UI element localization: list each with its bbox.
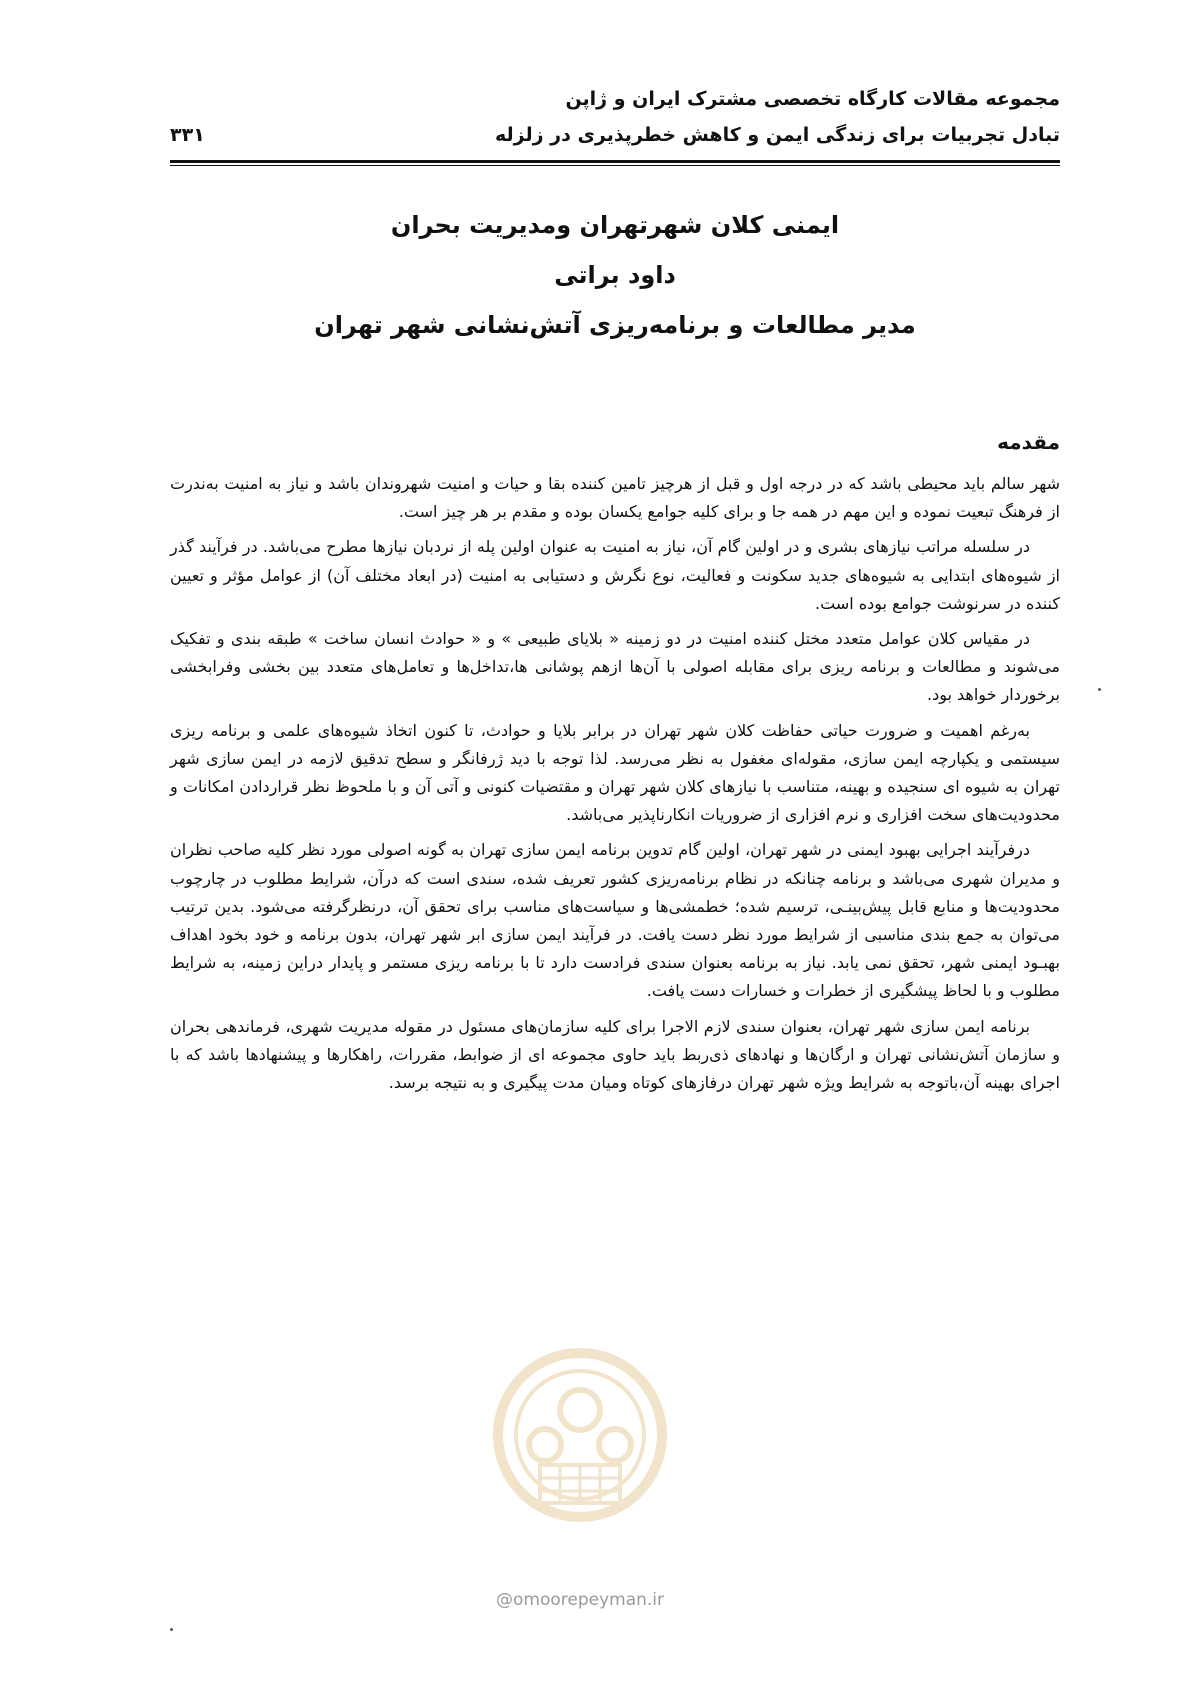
- scan-speck: [1098, 688, 1101, 691]
- paragraph: برنامه ایمن سازی شهر تهران، بعنوان سندی لازم الاجرا برای کلیه سازمان‌های مسئول در مقوله مدیریت شهری، فرماندهی بحران و سازمان آتش‌نشانی تهران و ارگان‌ها و نهادهای ذی‌ربط باید حاوی مجموعه ای از ضوابط، مقررات، راهکارها و پیشنهادها باشد که با اجرای بهینه آن،باتوجه به شرایط ویژه شهر تهران درفازهای کوتاه ومیان مدت پیگیری و به نتیجه برسد.: [170, 1016, 1060, 1093]
- title-block: [170, 200, 1060, 350]
- running-header: [170, 84, 1060, 162]
- scan-speck: [170, 1628, 173, 1631]
- article-title: ایمنی کلان شهرتهران ومدیریت بحران: [390, 211, 840, 239]
- body-text: [170, 470, 1060, 1104]
- page-number: ۳۳۱: [170, 124, 205, 146]
- header-workshop-title: تبادل تجربیات برای زندگی ایمن و کاهش خطرپذیری در زلزله: [495, 124, 1060, 146]
- header-rule: [170, 160, 1060, 166]
- watermark-url: @omoorepeyman.ir: [495, 1590, 665, 1610]
- paragraph: در مقیاس کلان عوامل متعدد مختل کننده امنیت در دو زمینه « بلایای طبیعی » و « حوادث انسان ساخت » طبقه بندی و تفکیک می‌شوند و مطالعات و برنامه ریزی برای مقابله اصولی با آن‌ها ازهم پوشانی ها،تداخل‌ها و تعامل‌های متعدد بین بخشی وفرابخشی برخوردار خواهد بود.: [170, 629, 1060, 705]
- section-heading: مقدمه: [997, 430, 1060, 454]
- header-collection-title: مجموعه مقالات کارگاه تخصصی مشترک ایران و ژاپن: [565, 88, 1060, 110]
- author-position: مدیر مطالعات و برنامه‌ریزی آتش‌نشانی شهر تهران: [314, 311, 916, 339]
- paragraph: به‌رغم اهمیت و ضرورت حیاتی حفاظت کلان شهر تهران در برابر بلایا و حوادث، تا کنون اتخاذ شیوه‌های علمی و برنامه ریزی سیستمی و یکپارچه ایمن سازی، مقوله‌ای مغفول به نظر می‌رسد. لذا توجه با دید ژرفانگر و سطح تدقیق لازمه در ایمن سازی شهر تهران به شیوه ای سنجیده و بهینه، متناسب با نیازهای کلان شهر تهران و مقتضیات کنونی و آتی آن و با ملحوظ نظر قراردادن امکانات و محدودیت‌های سخت افزاری و نرم افزاری از ضروریات انکارناپذیر می‌باشد.: [170, 720, 1060, 825]
- paragraph: درفرآیند اجرایی بهبود ایمنی در شهر تهران، اولین گام تدوین برنامه ایمن سازی تهران به گونه اصولی مورد نظر کلیه صاحب نظران و مدیران شهری می‌باشد و برنامه چنانکه در نظام برنامه‌ریزی کشور تعریف شده، سندی است که درآن، شرایط مطلوب در چارچوب محدودیت‌ها و منابع قابل پیش‌بینـی، ترسیم شده؛ خطمشی‌ها و سیاست‌های مناسب برای تحقق آن، درنظرگرفته می‌شود. بدین ترتیب می‌توان به جمع بندی مناسبی از شرایط مورد نظر دست یافت. در فرآیند ایمن سازی ابر شهر تهران، بدون برنامه و خود بخود اهداف بهبـود ایمنی شهر، تحقق نمی یابد. نیاز به برنامه بعنوان سندی فرادست دارد تا با برنامه ریزی مستمر و پایدار دراین زمینه، به شرایط مطلوب و با لحاظ پیشگیری از خطرات و خسارات دست یافت.: [170, 840, 1060, 1001]
- paragraph: شهر سالم باید محیطی باشد که در درجه اول و قبل از هرچیز تامین کننده بقا و حیات و امنیت شهروندان باشد و نیاز به امنیت به‌ندرت از فرهنگ تبعیت نموده و این مهم در همه جا و برای کلیه جوامع یکسان بوده و مقدم بر هر چیز است.: [170, 474, 1060, 522]
- paragraph: در سلسله مراتب نیازهای بشری و در اولین گام آن، نیاز به امنیت به عنوان اولین پله از نردبان نیازها مطرح می‌باشد. در فرآیند گذر از شیوه‌های ابتدایی به شیوه‌های جدید سکونت و فعالیت، نوع نگرش و دستیابی به امنیت (در ابعاد مختلف آن) از عوامل مؤثر و تعیین کننده در سرنوشت جوامع بوده است.: [170, 537, 1060, 613]
- watermark-seal-icon: [490, 1340, 670, 1570]
- author-name: داود براتی: [554, 261, 676, 289]
